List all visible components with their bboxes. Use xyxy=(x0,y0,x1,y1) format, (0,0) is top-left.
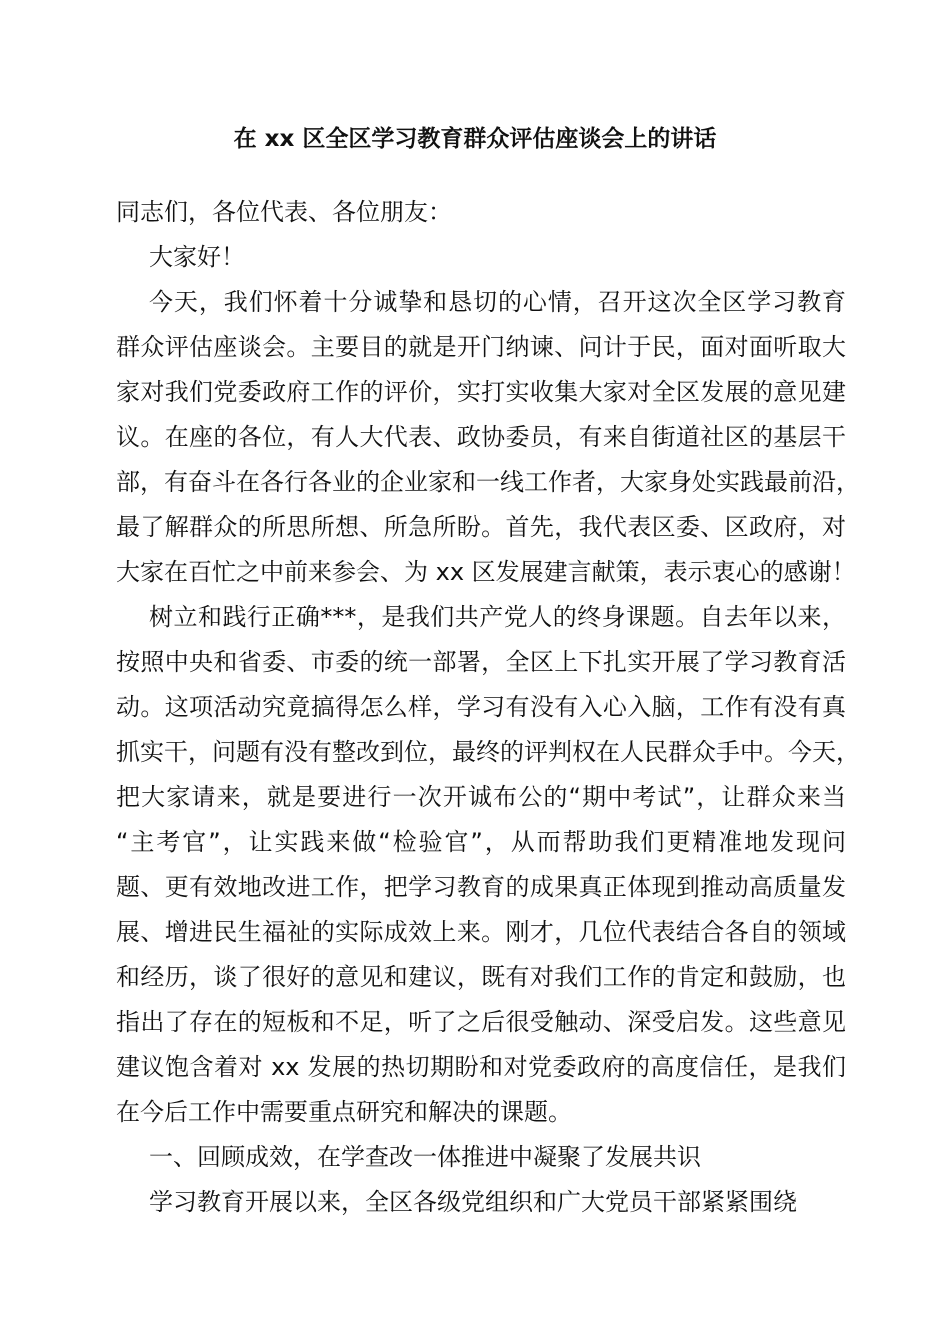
body-line: 今天，我们怀着十分诚挚和恳切的心情，召开这次全区学习教育 xyxy=(149,288,846,316)
body-line: 抓实干，问题有没有整改到位，最终的评判权在人民群众手中。今天， xyxy=(116,738,860,766)
body-line: 按照中央和省委、市委的统一部署，全区上下扎实开展了学习教育活 xyxy=(116,648,846,676)
body-line: 指出了存在的短板和不足，听了之后很受触动、深受启发。这些意见 xyxy=(116,1008,846,1036)
body-line: 学习教育开展以来，全区各级党组织和广大党员干部紧紧围绕 xyxy=(149,1188,797,1216)
body-line: 题、更有效地改进工作，把学习教育的成果真正体现到推动高质量发 xyxy=(116,873,846,901)
body-line: 议。在座的各位，有人大代表、政协委员，有来自街道社区的基层干 xyxy=(116,423,846,451)
body-line: 和经历，谈了很好的意见和建议，既有对我们工作的肯定和鼓励，也 xyxy=(116,963,846,991)
body-line: 大家好！ xyxy=(149,243,245,271)
body-line: 家对我们党委政府工作的评价，实打实收集大家对全区发展的意见建 xyxy=(116,378,846,406)
body-line: 部，有奋斗在各行各业的企业家和一线工作者，大家身处实践最前沿， xyxy=(116,468,860,496)
body-line: 树立和践行正确***，是我们共产党人的终身课题。自去年以来， xyxy=(149,603,846,631)
body-line: 展、增进民生福祉的实际成效上来。刚才，几位代表结合各自的领域 xyxy=(116,918,846,946)
body-line: 大家在百忙之中前来参会、为 xx 区发展建言献策，表示衷心的感谢！ xyxy=(116,558,856,586)
body-line: 动。这项活动究竟搞得怎么样，学习有没有入心入脑，工作有没有真 xyxy=(116,693,846,721)
body-line: 同志们，各位代表、各位朋友： xyxy=(116,198,452,226)
document-title: 在 xx 区全区学习教育群众评估座谈会上的讲话 xyxy=(233,126,717,152)
document-body xyxy=(116,190,860,1225)
body-line: 在今后工作中需要重点研究和解决的课题。 xyxy=(116,1098,572,1126)
body-line: 最了解群众的所思所想、所急所盼。首先，我代表区委、区政府，对 xyxy=(116,513,846,541)
body-line: 把大家请来，就是要进行一次开诚布公的“期中考试”，让群众来当 xyxy=(116,783,846,811)
body-line: 一、回顾成效，在学查改一体推进中凝聚了发展共识 xyxy=(149,1143,701,1171)
body-line: 群众评估座谈会。主要目的就是开门纳谏、问计于民，面对面听取大 xyxy=(116,333,846,361)
body-line: “主考官”，让实践来做“检验官”，从而帮助我们更精准地发现问 xyxy=(116,828,846,856)
body-line: 建议饱含着对 xx 发展的热切期盼和对党委政府的高度信任，是我们 xyxy=(116,1053,846,1081)
